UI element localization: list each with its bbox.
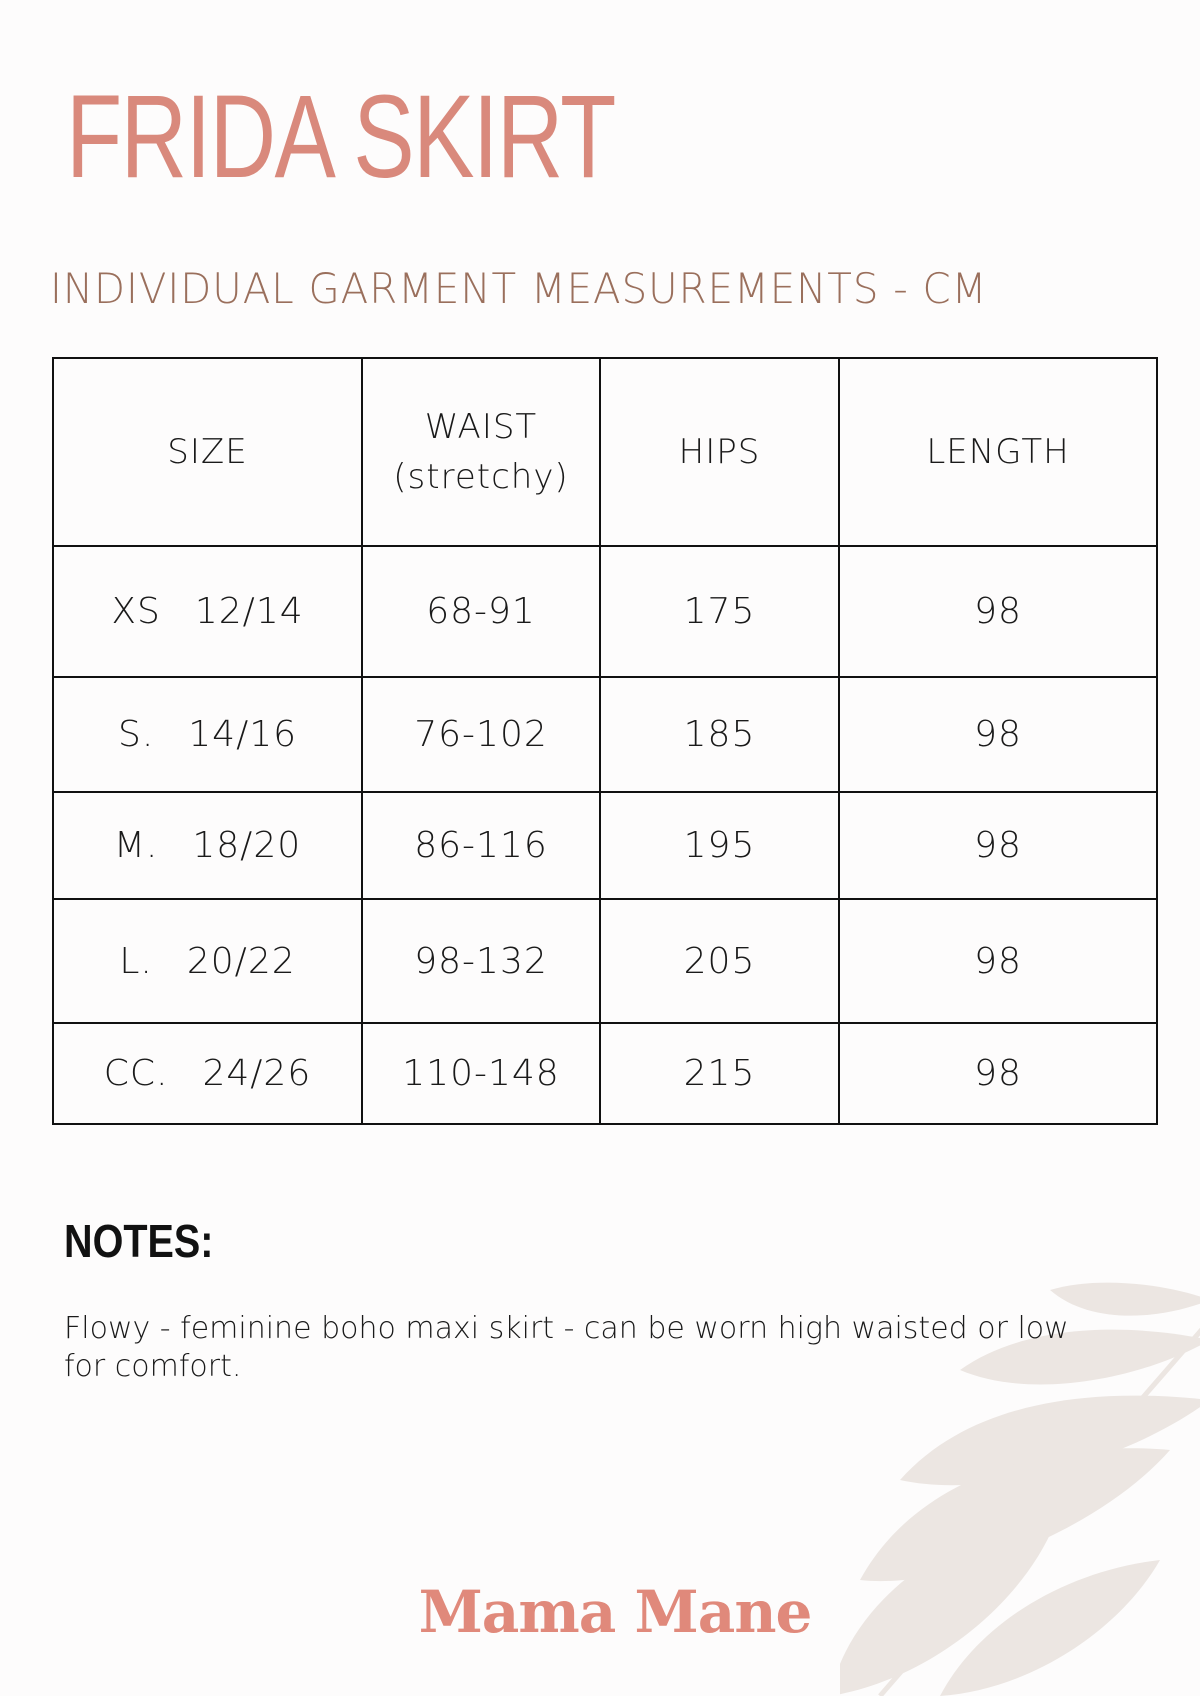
waist-cell: 76-102 <box>362 677 600 792</box>
header-hips: HIPS <box>600 358 839 546</box>
header-size: SIZE <box>53 358 362 546</box>
length-cell: 98 <box>839 546 1157 677</box>
size-code: CC. <box>103 1053 169 1094</box>
header-waist-label: WAIST <box>424 407 538 447</box>
length-cell: 98 <box>839 792 1157 899</box>
size-cell <box>53 677 362 792</box>
hips-cell: 195 <box>600 792 839 899</box>
table-row <box>53 677 1157 792</box>
size-cell <box>53 792 362 899</box>
size-range: 14/16 <box>188 714 298 755</box>
waist-cell: 98-132 <box>362 899 600 1023</box>
size-cell <box>53 1023 362 1124</box>
hips-cell: 185 <box>600 677 839 792</box>
hips-cell: 175 <box>600 546 839 677</box>
waist-cell: 86-116 <box>362 792 600 899</box>
size-range: 24/26 <box>202 1053 312 1094</box>
brand-logo: Mama Mane <box>418 1578 812 1646</box>
table-row <box>53 792 1157 899</box>
notes-title: NOTES: <box>64 1215 214 1267</box>
size-code: XS <box>111 591 161 632</box>
header-waist-note: (stretchy) <box>393 457 569 497</box>
table-header-row <box>53 358 1157 546</box>
header-waist <box>362 358 600 546</box>
size-cell <box>53 546 362 677</box>
table-row <box>53 1023 1157 1124</box>
length-cell: 98 <box>839 899 1157 1023</box>
measurement-table <box>52 357 1158 1125</box>
page-title: FRIDA SKIRT <box>66 71 615 203</box>
waist-cell: 110-148 <box>362 1023 600 1124</box>
hips-cell: 205 <box>600 899 839 1023</box>
table-row <box>53 899 1157 1023</box>
size-range: 18/20 <box>192 825 302 866</box>
page-subtitle: INDIVIDUAL GARMENT MEASUREMENTS - CM <box>50 264 988 313</box>
size-code: L. <box>119 940 153 982</box>
waist-cell: 68-91 <box>362 546 600 677</box>
size-code: M. <box>113 825 159 866</box>
size-cell <box>53 899 362 1023</box>
length-cell: 98 <box>839 677 1157 792</box>
length-cell: 98 <box>839 1023 1157 1124</box>
size-range: 12/14 <box>194 591 304 632</box>
hips-cell: 215 <box>600 1023 839 1124</box>
header-length: LENGTH <box>839 358 1157 546</box>
notes-text: Flowy - feminine boho maxi skirt - can be worn high waisted or low for comfort. <box>64 1311 1069 1384</box>
table-row <box>53 546 1157 677</box>
size-code: S. <box>117 714 155 755</box>
size-range: 20/22 <box>186 940 296 982</box>
